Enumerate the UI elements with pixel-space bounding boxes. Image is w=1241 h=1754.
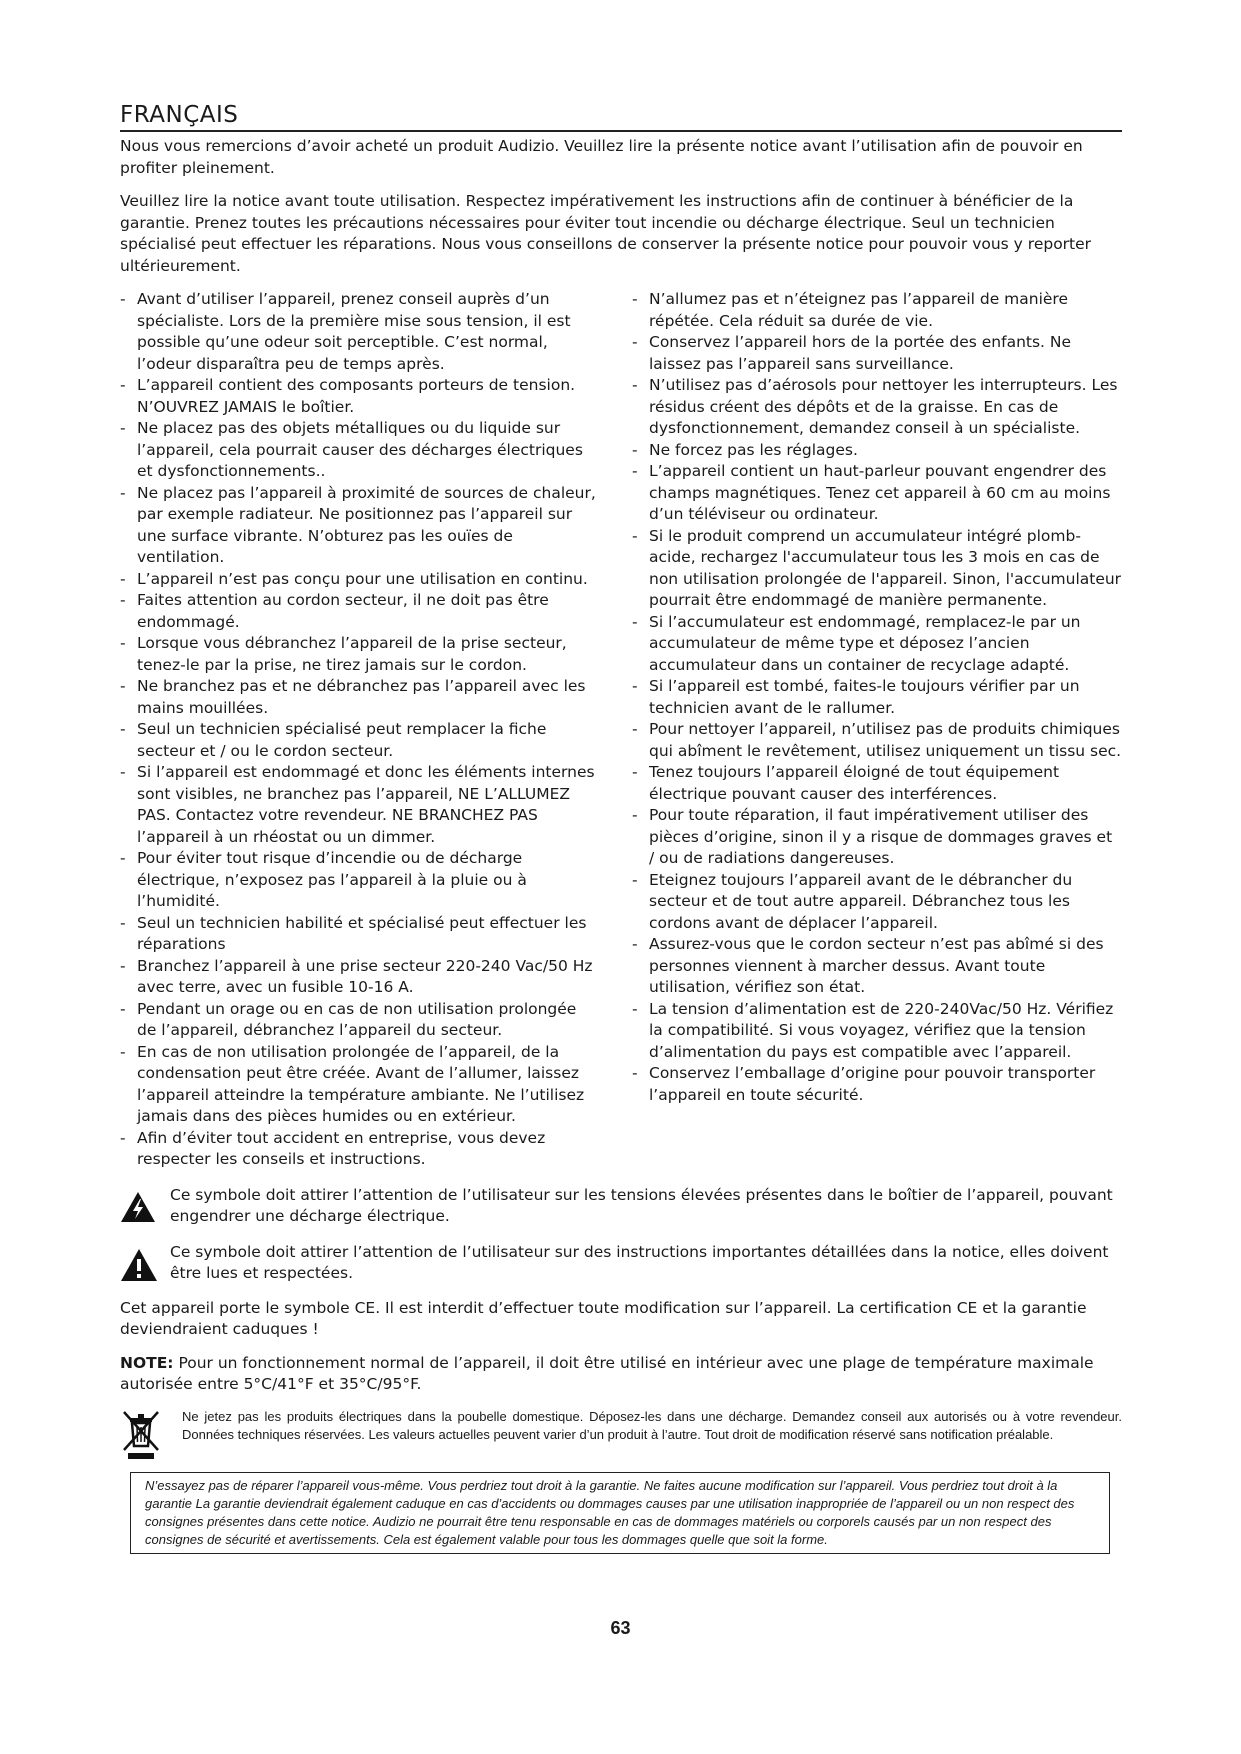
ce-paragraph: Cet appareil porte le symbole CE. Il est interdit d’effectuer toute modification sur l’appareil. La certification CE et la garantie deviendraient caduques ! [120, 1298, 1087, 1338]
list-item: - Conservez l’emballage d’origine pour pouvoir transporter l’appareil en toute sécurité. [632, 1063, 1122, 1106]
voltage-symbol-text: Ce symbole doit attirer l’attention de l’utilisateur sur les tensions élevées présentes dans le boîtier de l’appareil, pouvant engendrer une décharge électrique. [170, 1185, 1113, 1225]
list-item: - Conservez l’appareil hors de la portée des enfants. Ne laissez pas l’appareil sans surveillance. [632, 332, 1122, 375]
list-item: - Pour toute réparation, il faut impérativement utiliser des pièces d’origine, sinon il y a risque de dommages graves et / ou de radiations dangereuses. [632, 805, 1122, 870]
list-item: - N’utilisez pas d’aérosols pour nettoyer les interrupteurs. Les résidus créent des dépôts et de la graisse. En cas de dysfonctionnement, demandez conseil à un spécialiste. [632, 375, 1122, 440]
list-item: - L’appareil contient des composants porteurs de tension. N’OUVREZ JAMAIS le boîtier. [120, 375, 600, 418]
intro-paragraph-1: Nous vous remercions d’avoir acheté un produit Audizio. Veuillez lire la présente notice avant l’utilisation afin de pouvoir en profiter pleinement. [120, 137, 1083, 177]
left-instruction-list [120, 289, 600, 1171]
title-rule [120, 130, 1122, 132]
list-item: - Afin d’éviter tout accident en entreprise, vous devez respecter les conseils et instructions. [120, 1128, 600, 1171]
list-item: - Seul un technicien spécialisé peut remplacer la fiche secteur et / ou le cordon secteur. [120, 719, 600, 762]
intro-paragraph-2: Veuillez lire la notice avant toute utilisation. Respectez impérativement les instructions afin de continuer à bénéficier de la garantie. Prenez toutes les précautions nécessaires pour éviter tout incendie ou décharge électrique. Seul un technicien spécialisé peut effectuer les réparations. Nous vous conseillons de conserver la présente notice pour pouvoir vous y reporter ultérieurement. [120, 192, 1092, 275]
high-voltage-warning-icon [120, 1185, 170, 1227]
list-item: - N’allumez pas et n’éteignez pas l’appareil de manière répétée. Cela réduit sa durée de vie. [632, 289, 1122, 332]
list-item: - Ne branchez pas et ne débranchez pas l’appareil avec les mains mouillées. [120, 676, 600, 719]
list-item: - Faites attention au cordon secteur, il ne doit pas être endommagé. [120, 590, 600, 633]
warning-symbol-notice [120, 1242, 1122, 1286]
list-item: - Seul un technicien habilité et spécialisé peut effectuer les réparations [120, 913, 600, 956]
list-item: - Tenez toujours l’appareil éloigné de tout équipement électrique pouvant causer des interférences. [632, 762, 1122, 805]
list-item: - La tension d’alimentation est de 220-240Vac/50 Hz. Vérifiez la compatibilité. Si vous voyagez, vérifiez que la tension d’alimentation du pays est compatible avec l’appareil. [632, 999, 1122, 1064]
list-item: - Si l’appareil est tombé, faites-le toujours vérifier par un technicien avant de le rallumer. [632, 676, 1122, 719]
left-column [120, 289, 600, 1171]
right-instruction-list [632, 289, 1122, 1106]
list-item: - L’appareil n’est pas conçu pour une utilisation en continu. [120, 569, 600, 591]
list-item: - Ne forcez pas les réglages. [632, 440, 1122, 462]
list-item: - Lorsque vous débranchez l’appareil de la prise secteur, tenez-le par la prise, ne tirez jamais sur le cordon. [120, 633, 600, 676]
list-item: - Pour nettoyer l’appareil, n’utilisez pas de produits chimiques qui abîment le revêtement, utilisez uniquement un tissu sec. [632, 719, 1122, 762]
list-item: - L’appareil contient un haut-parleur pouvant engendrer des champs magnétiques. Tenez cet appareil à 60 cm au moins d’un téléviseur ou ordinateur. [632, 461, 1122, 526]
list-item: - En cas de non utilisation prolongée de l’appareil, de la condensation peut être créée. Avant de l’allumer, laissez l’appareil atteindre la température ambiante. Ne l’utilisez jamais dans des pièces humides ou en extérieur. [120, 1042, 600, 1128]
list-item: - Si l’accumulateur est endommagé, remplacez-le par un accumulateur de même type et déposez l’ancien accumulateur dans un container de recyclage adapté. [632, 612, 1122, 677]
list-item: - Avant d’utiliser l’appareil, prenez conseil auprès d’un spécialiste. Lors de la première mise sous tension, il est possible qu’une odeur soit perceptible. C’est normal, l’odeur disparaîtra peu de temps après. [120, 289, 600, 375]
page-number: 63 [610, 1618, 631, 1638]
disclaimer-box: N’essayez pas de réparer l’appareil vous-même. Vous perdriez tout droit à la garantie. Ne faites aucune modification sur l’appareil. Vous perdriez tout droit à la garantie La garantie deviendrait également caduque en cas d’accidents ou dommages causes par une utilisation inappropriée de l’appareil ou un non respect des consignes présentes dans cette notice. Audizio ne pourrait être tenu responsable en cas de dommages matériels ou corporels causés par un non respect des consignes de sécurité et avertissements. Cela est également valable pour tous les dommages quelle que soit la forme. [130, 1472, 1110, 1554]
warning-symbol-text: Ce symbole doit attirer l’attention de l’utilisateur sur des instructions importantes détaillées dans la notice, elles doivent être lues et respectées. [170, 1242, 1109, 1282]
page-title: FRANÇAIS [120, 102, 239, 128]
note-label: NOTE: [120, 1353, 174, 1372]
list-item: - Pour éviter tout risque d’incendie ou de décharge électrique, n’exposez pas l’appareil à la pluie ou à l’humidité. [120, 848, 600, 913]
list-item: - Si le produit comprend un accumulateur intégré plomb-acide, rechargez l'accumulateur tous les 3 mois en cas de non utilisation prolongée de l'appareil. Sinon, l'accumulateur pourrait être endommagé de manière permanente. [632, 526, 1122, 612]
crossed-bin-icon [120, 1408, 182, 1464]
list-item: - Eteignez toujours l’appareil avant de le débrancher du secteur et de tout autre appareil. Débranchez tous les cordons avant de déplacer l’appareil. [632, 870, 1122, 935]
list-item: - Ne placez pas des objets métalliques ou du liquide sur l’appareil, cela pourrait causer des décharges électriques et dysfonctionnements.. [120, 418, 600, 483]
list-item: - Ne placez pas l’appareil à proximité de sources de chaleur, par exemple radiateur. Ne positionnez pas l’appareil sur une surface vibrante. N’obturez pas les ouïes de ventilation. [120, 483, 600, 569]
voltage-symbol-notice [120, 1185, 1122, 1228]
note-text: Pour un fonctionnement normal de l’appareil, il doit être utilisé en intérieur avec une plage de température maximale autorisée entre 5°C/41°F et 35°C/95°F. [120, 1353, 1094, 1393]
exclamation-warning-icon [120, 1242, 170, 1286]
weee-text: Ne jetez pas les produits électriques dans la poubelle domestique. Déposez-les dans une décharge. Demandez conseil aux autorisés ou à votre revendeur. Données techniques réservées. Les valeurs actuelles peuvent varier d’un produit à l’autre. Tout droit de modification réservé sans notification préalable. [182, 1408, 1122, 1442]
weee-notice [120, 1408, 1122, 1464]
note-paragraph [120, 1353, 1122, 1396]
instructions-columns [120, 289, 1122, 1171]
document-page [120, 100, 1122, 1554]
list-item: - Assurez-vous que le cordon secteur n’est pas abîmé si des personnes viennent à marcher dessus. Avant toute utilisation, vérifiez son état. [632, 934, 1122, 999]
right-column [632, 289, 1122, 1171]
list-item: - Branchez l’appareil à une prise secteur 220-240 Vac/50 Hz avec terre, avec un fusible 10-16 A. [120, 956, 600, 999]
list-item: - Si l’appareil est endommagé et donc les éléments internes sont visibles, ne branchez pas l’appareil, NE L’ALLUMEZ PAS. Contactez votre revendeur. NE BRANCHEZ PAS l’appareil à un rhéostat ou un dimmer. [120, 762, 600, 848]
list-item: - Pendant un orage ou en cas de non utilisation prolongée de l’appareil, débranchez l’appareil du secteur. [120, 999, 600, 1042]
